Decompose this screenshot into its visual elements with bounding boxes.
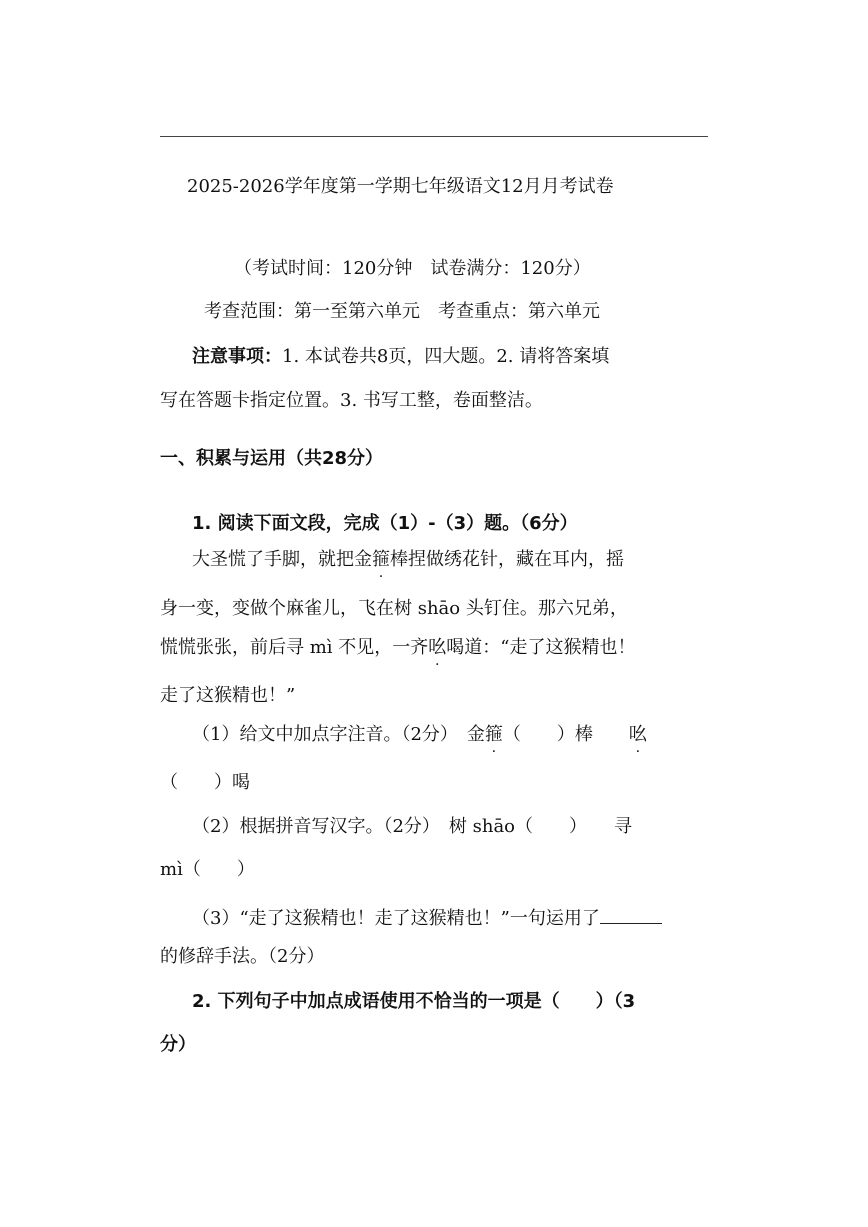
passage-text: 喝道：“走了这猴精也！ xyxy=(446,637,636,658)
dotted-char: 吆 xyxy=(428,637,447,658)
passage-text: 棒捏做绣花针，藏在耳内，摇 xyxy=(390,549,624,570)
sub-text: （3）“走了这猴精也！走了这猴精也！”一句运用了 xyxy=(192,908,600,929)
sub-question-2: （2）根据拼音写汉字。（2分） 树 shāo（ ） 寻 xyxy=(192,816,633,837)
exam-title: 2025-2026学年度第一学期七年级语文12月月考试卷 xyxy=(187,176,614,197)
dotted-char: 箍 xyxy=(372,549,390,570)
passage-line-3 xyxy=(160,636,635,660)
passage-line-2: 身一变，变做个麻雀儿，飞在树 shāo 头钉住。那六兄弟， xyxy=(160,598,628,619)
sub-question-3-cont: 的修辞手法。（2分） xyxy=(160,946,325,967)
notice-line-2: 写在答题卡指定位置。3. 书写工整，卷面整洁。 xyxy=(160,390,543,411)
sub-text: （ ）棒 xyxy=(502,724,629,745)
sub-question-1 xyxy=(192,723,647,747)
notice-label: 注意事项： xyxy=(192,346,282,367)
q2-prompt: 2. 下列句子中加点成语使用不恰当的一项是（ ）（3 xyxy=(192,991,636,1012)
sub-question-2-cont: mì（ ） xyxy=(160,859,255,880)
dotted-char: 箍 xyxy=(484,724,503,745)
section-1-heading: 一、积累与运用（共28分） xyxy=(160,448,384,469)
passage-text: 大圣慌了手脚，就把金 xyxy=(192,549,372,570)
exam-info: （考试时间：120分钟 试卷满分：120分） xyxy=(234,258,591,279)
header-rule xyxy=(160,136,708,137)
sub-text: （1）给文中加点字注音。（2分） 金 xyxy=(192,724,485,745)
q1-prompt: 1. 阅读下面文段，完成（1）-（3）题。（6分） xyxy=(192,513,578,534)
passage-text: 慌慌张张，前后寻 mì 不见，一齐 xyxy=(160,637,429,658)
exam-scope: 考查范围：第一至第六单元 考查重点：第六单元 xyxy=(204,301,600,322)
sub-question-1-cont: （ ）喝 xyxy=(160,772,250,793)
passage-line-4: 走了这猴精也！” xyxy=(160,685,296,706)
q2-prompt-cont: 分） xyxy=(160,1034,196,1055)
dotted-char: 吆 xyxy=(628,724,647,745)
answer-blank xyxy=(600,905,662,924)
sub-question-3 xyxy=(192,905,662,931)
notice-text-1: 1. 本试卷共8页，四大题。2. 请将答案填 xyxy=(282,346,610,367)
notice-line-1 xyxy=(192,345,609,369)
passage-line-1 xyxy=(192,548,624,572)
